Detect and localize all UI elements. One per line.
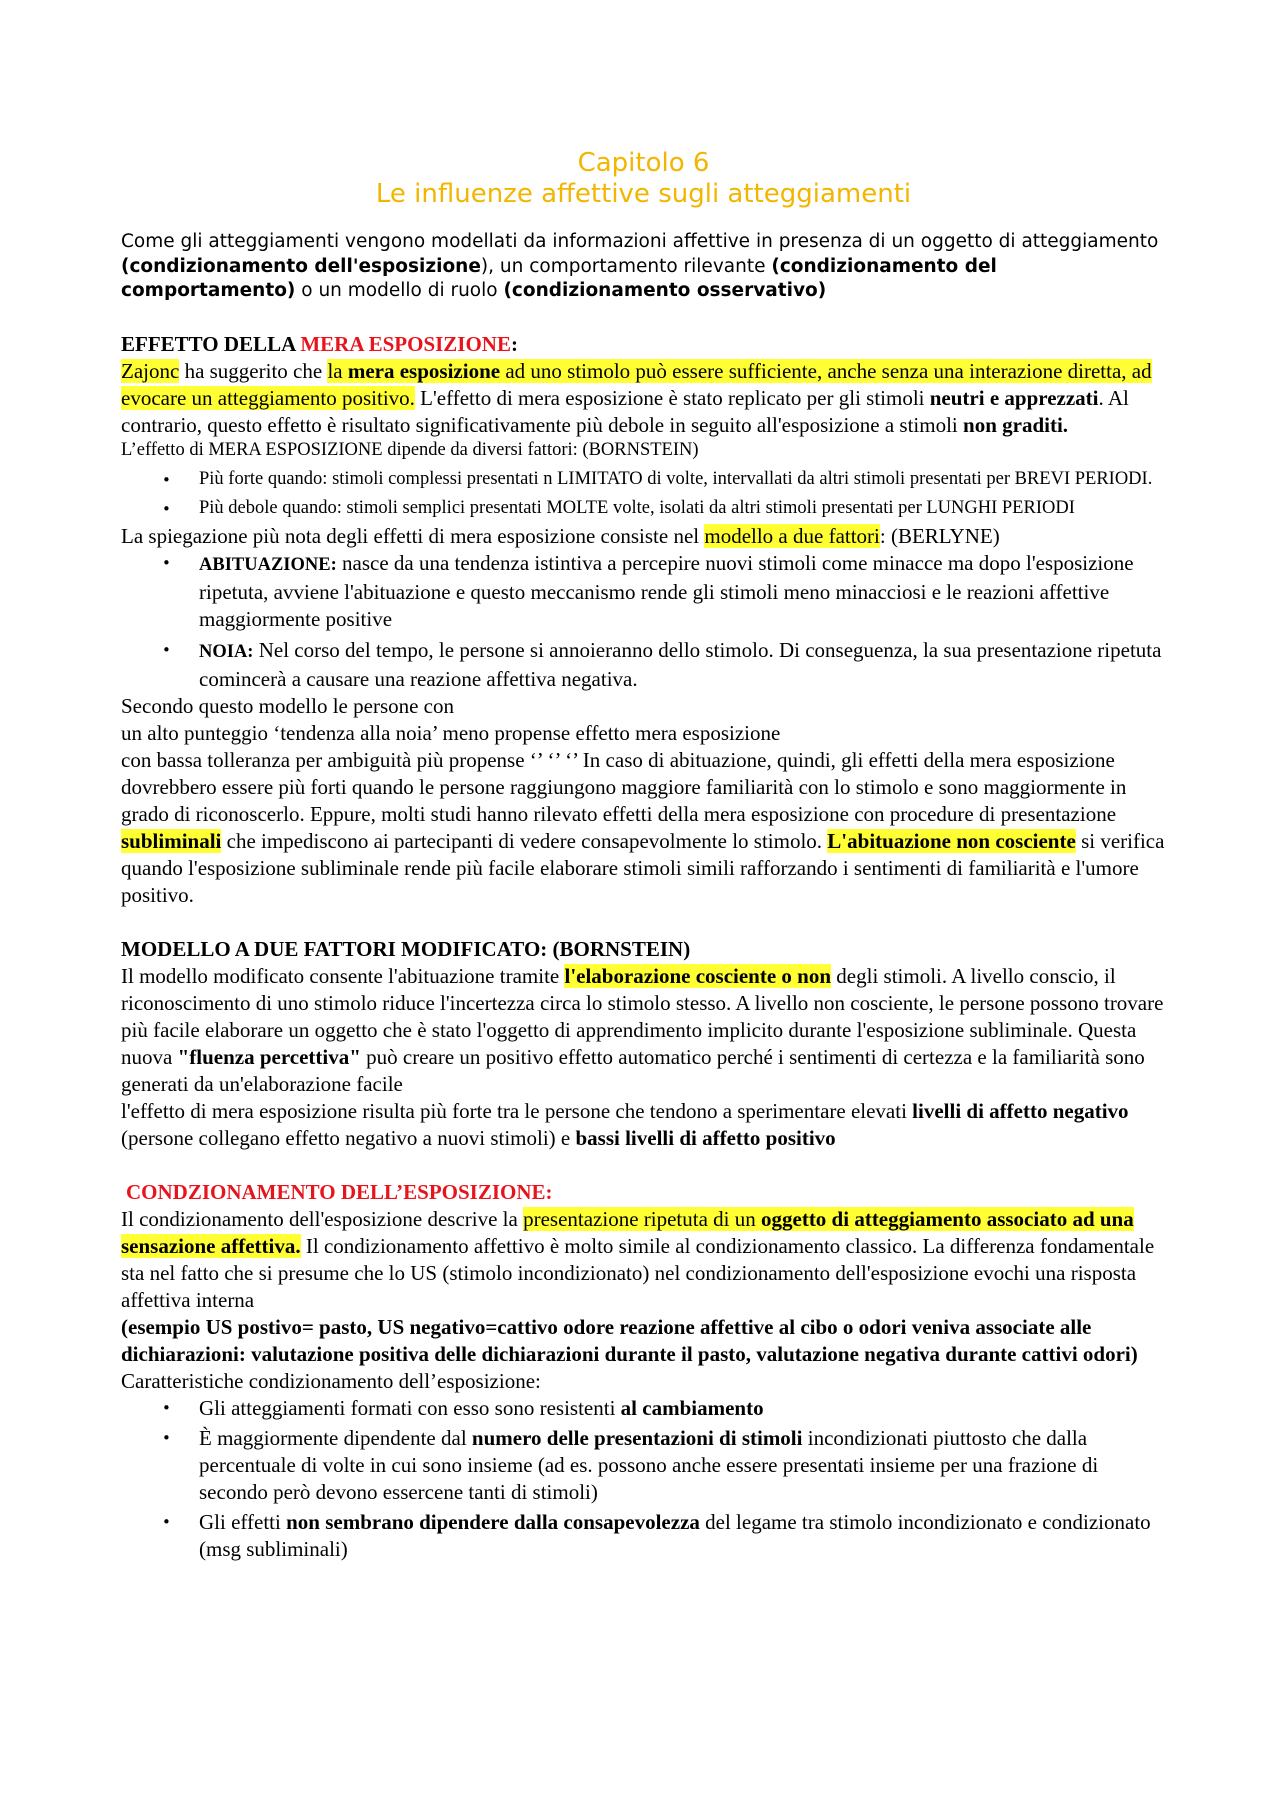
list-item [121,1509,1166,1563]
paragraph-text: l'effetto di mera esposizione risulta più forte tra le persone che tendono a sperimentare elevati [121,1098,913,1123]
section-heading-condizionamento: CONDZIONAMENTO DELL’ESPOSIZIONE: [126,1179,553,1204]
list-item-text: Più debole quando: stimoli semplici presentati MOLTE volte, isolati da altri stimoli presentati per LUNGHI PERIODI [199,497,1075,518]
bold-text: non graditi. [963,412,1069,437]
paragraph-caratteristiche: Caratteristiche condizionamento dell’esposizione: [121,1368,541,1393]
highlight: presentazione ripetuta di un [523,1206,761,1231]
list-item-text: Più forte quando: stimoli complessi presentati n LIMITATO di volte, intervallati da altri stimoli presentati per BREVI PERIODI. [199,468,1153,489]
paragraph-text: Il modello modificato consente l'abituazione tramite [121,963,565,988]
list-bornstein [121,468,1166,520]
intro-text: Come gli atteggiamenti vengono modellati da informazioni affettive in presenza di un oggetto di atteggiamento [121,231,1159,252]
paragraph-text: Il condizionamento dell'esposizione descrive la [121,1206,524,1231]
list-item-bold: al cambiamento [620,1395,764,1420]
heading-text: : [510,331,518,356]
highlight-bold: subliminali [121,828,222,853]
list-item [121,1425,1166,1506]
bullet-icon: • [162,470,171,489]
list-two-factors [121,550,1166,693]
list-item-bold: non sembrano dipendere dalla consapevolezza [286,1509,700,1534]
intro-bold: (condizionamento dell'esposizione [121,255,481,277]
list-item-bold: numero delle presentazioni di stimoli [471,1425,803,1450]
paragraph-affetto [121,1098,1166,1152]
intro-bold: (condizionamento del comportamento) [121,255,997,301]
paragraph-text: Il condizionamento affettivo è molto simile al condizionamento classico. La differenza fondamentale sta nel fatto che si presume che lo US (stimolo incondizionato) nel condizionamento dell'esposizione evochi una risposta affettiva interna [121,1233,1155,1312]
bullet-icon: • [162,1512,171,1531]
list-caratteristiche [121,1395,1166,1563]
paragraph-text: (persone collegano effetto negativo a nuovi stimoli) e [121,1125,576,1150]
paragraph-zajonc [121,358,1166,439]
bold-text: livelli di affetto negativo [912,1098,1129,1123]
list-item-text: Gli atteggiamenti formati con esso sono resistenti [199,1395,621,1420]
bullet-icon: • [162,1398,171,1417]
document-page [121,0,1166,1563]
chapter-number: Capitolo 6 [577,148,710,178]
list-item [121,550,1166,633]
paragraph-text: che impediscono ai partecipanti di vedere consapevolmente lo stimolo. [221,828,828,853]
highlight-bold: oggetto di atteggiamento associato ad una sensazione affettiva. [121,1206,1134,1258]
intro-text: ), un comportamento rilevante [480,255,772,277]
paragraph-modello-modificato [121,963,1166,1098]
intro-text: o un modello di ruolo [295,280,504,301]
list-item [121,1395,1166,1422]
paragraph-text: con bassa tolleranza per ambiguità più propense ‘’ ‘’ ‘’ In caso di abituazione, quindi, gli effetti della mera esposizione dovrebbero essere più forti quando le persone raggiungono maggiore familiarità con lo stimolo e sono maggiormente in grado di riconoscerlo. Eppure, molti studi hanno rilevato effetti della mera esposizione con procedure di presentazione [121,747,1127,826]
paragraph-bornstein: L’effetto di MERA ESPOSIZIONE dipende da diversi fattori: (BORNSTEIN) [121,439,699,460]
bold-text: "fluenza percettiva" [177,1044,361,1069]
list-item [121,468,1166,491]
paragraph-text: può creare un positivo effetto automatico perché i sentimenti di certezza e la familiarità sono generati da un'elaborazione facile [121,1044,1145,1096]
bullet-icon: • [162,640,171,659]
list-item-bold: NOIA: [199,641,254,662]
list-item-text: Nel corso del tempo, le persone si annoieranno dello stimolo. Di conseguenza, la sua presentazione ripetuta comincerà a causare una reazione affettiva negativa. [199,637,1162,691]
highlight-bold: mera esposizione [347,358,501,383]
paragraph-model-line2: un alto punteggio ‘tendenza alla noia’ meno propense effetto mera esposizione [121,720,781,745]
list-item-text: incondizionati piuttosto che dalla percentuale di volte in cui sono insieme (ad es. possono anche essere presentati insieme per una frazione di secondo però devono essercene tanti di stimoli) [199,1425,1099,1504]
list-item-text: nasce da una tendenza istintiva a percepire nuovi stimoli come minacce ma dopo l'esposizione ripetuta, avviene l'abituazione e questo meccanismo rende gli stimoli meno minacciosi e le reazioni affettive maggiormente positive [199,550,1134,631]
bold-text: neutri e apprezzati [929,385,1099,410]
highlight: modello a due fattori [704,523,880,548]
paragraph-abituazione [121,747,1166,909]
list-item-text: Gli effetti [199,1509,287,1534]
bullet-icon: • [162,1428,171,1447]
paragraph-berlyne [121,523,1166,550]
paragraph-text: . Al contrario, questo effetto è risultato significativamente più debole in seguito all'esposizione a stimoli [121,385,1129,437]
list-item [121,637,1166,693]
bullet-icon: • [162,553,171,572]
paragraph-text: L'effetto di mera esposizione è stato replicato per gli stimoli [414,385,930,410]
highlight: la [327,358,348,383]
highlight-bold: l'elaborazione cosciente o non [564,963,832,988]
paragraph-text: : (BERLYNE) [879,523,1000,548]
list-item-bold: ABITUAZIONE: [199,554,337,575]
list-item-text: del legame tra stimolo incondizionato e condizionato (msg subliminali) [199,1509,1151,1561]
paragraph-text: si verifica quando l'esposizione subliminale rende più facile elaborare stimoli simili rafforzando i sentimenti di familiarità e l'umore positivo. [121,828,1165,907]
paragraph-model-line1: Secondo questo modello le persone con [121,693,455,718]
paragraph-text: La spiegazione più nota degli effetti di mera esposizione consiste nel [121,523,705,548]
list-item [121,497,1166,520]
highlight-bold: L'abituazione non cosciente [827,828,1076,853]
paragraph-example: (esempio US postivo= pasto, US negativo=cattivo odore reazione affettive al cibo o odori veniva associate alle dichiarazioni: valutazione positiva delle dichiarazioni durante il pasto, valutazione negativa durante cattivi odori) [121,1314,1138,1366]
chapter-title: Le influenze affettive sugli atteggiamenti [375,179,912,209]
intro-paragraph [121,230,1166,304]
section-heading-mera-esposizione [121,331,1166,358]
paragraph-text: degli stimoli. A livello conscio, il riconoscimento di uno stimolo riduce l'incertezza circa lo stimolo stesso. A livello non cosciente, le persone possono trovare più facile elaborare un oggetto che è stato l'oggetto di apprendimento implicito durante l'esposizione subliminale. Questa nuova [121,963,1164,1069]
highlight: ad uno stimolo può essere sufficiente, anche senza una interazione diretta, ad evocare un atteggiamento positivo. [121,358,1152,410]
intro-bold: (condizionamento osservativo) [503,280,827,301]
bullet-icon: • [162,499,171,518]
bold-text: bassi livelli di affetto positivo [575,1125,836,1150]
list-item-text: È maggiormente dipendente dal [199,1425,472,1450]
section-heading-modello-modificato: MODELLO A DUE FATTORI MODIFICATO: (BORNSTEIN) [121,936,691,961]
heading-text: EFFETTO DELLA [121,331,301,356]
heading-red-text: MERA ESPOSIZIONE [300,331,511,356]
paragraph-text: ha suggerito che [179,358,328,383]
highlight: Zajonc [121,358,180,383]
paragraph-condizionamento [121,1206,1166,1314]
